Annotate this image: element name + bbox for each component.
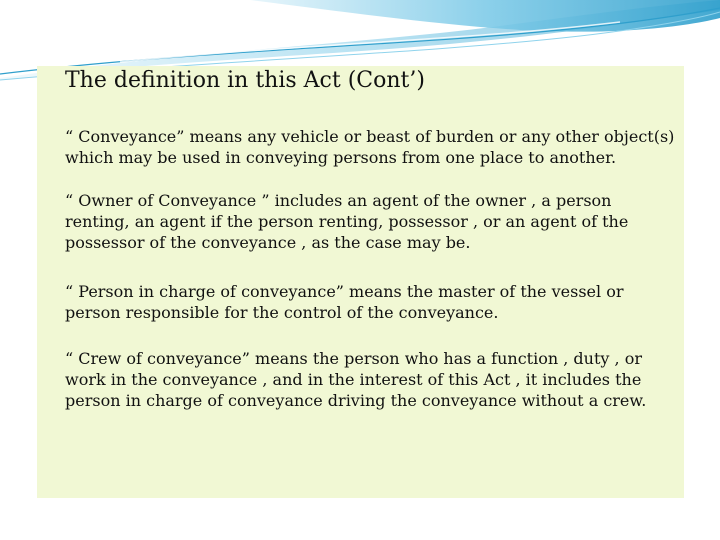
- definitions-list: [65, 126, 675, 433]
- definition-owner-of-conveyance: “ Owner of Conveyance ” includes an agent of the owner , a person renting, an agent if the person renting, possessor , or an agent of the possessor of the conveyance , as the case may be.: [65, 191, 629, 252]
- definition-person-in-charge: “ Person in charge of conveyance” means the master of the vessel or person responsible for the control of the conveyance.: [65, 282, 624, 322]
- definition-crew-of-conveyance: “ Crew of conveyance” means the person who has a function , duty , or work in the conveyance , and in the interest of this Act , it includes the person in charge of conveyance driving the conveyance without a crew.: [65, 349, 647, 410]
- slide-title: The definition in this Act (Cont’): [65, 68, 425, 93]
- definition-conveyance: “ Conveyance” means any vehicle or beast of burden or any other object(s) which may be used in conveying persons from one place to another.: [65, 127, 675, 167]
